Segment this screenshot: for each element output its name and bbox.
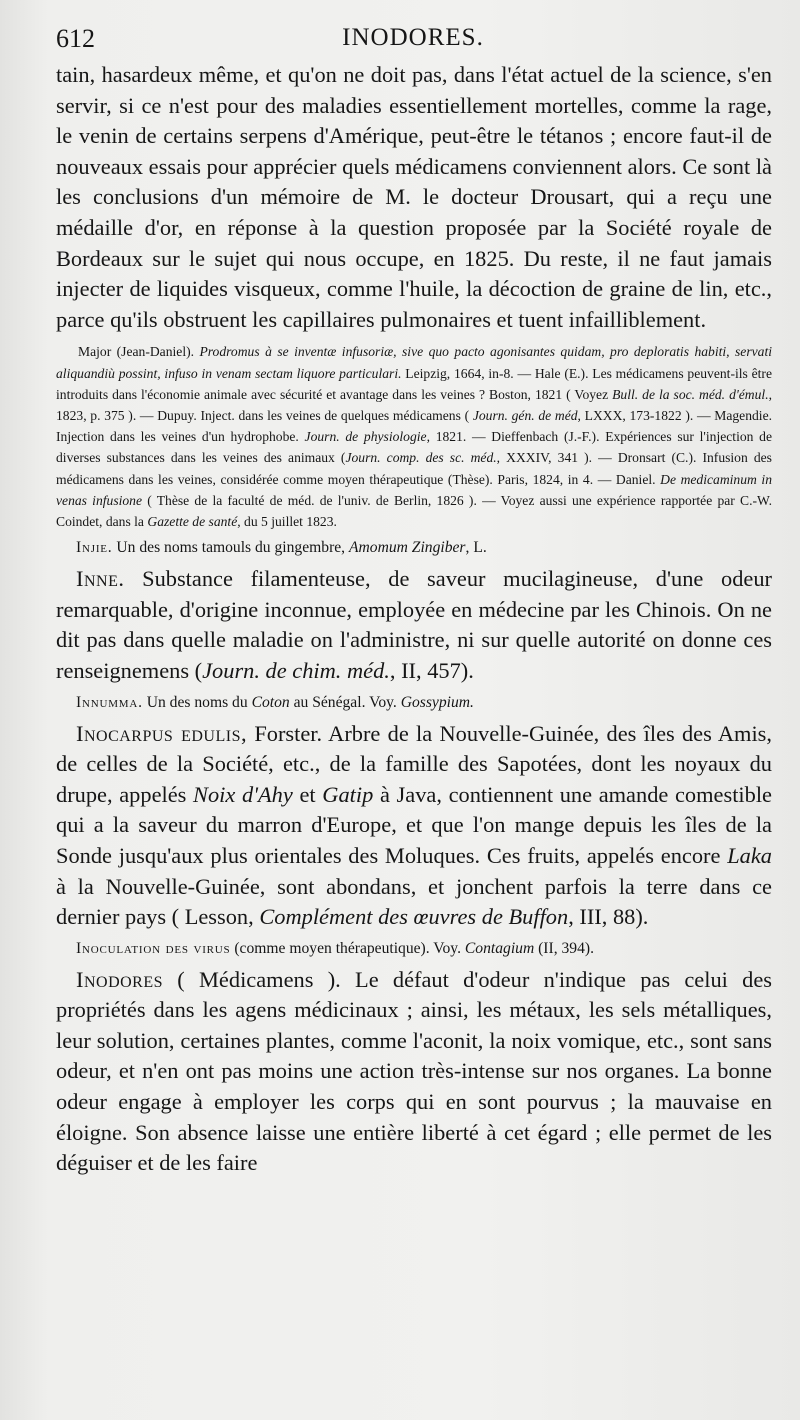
ref-title-4: Journ. de physiologie xyxy=(304,429,427,445)
entry-headword-inne: Inne. xyxy=(76,566,125,592)
ref-text-7: ( Thèse de la faculté de méd. de l'univ. de Berlin, 1826 ). — Voyez aussi une expérience rapportée par C.-W. Coindet, dans la xyxy=(56,492,772,529)
continuation-paragraph: tain, hasardeux même, et qu'on ne doit pas, dans l'état actuel de la science, s'en servir, si ce n'est pour des maladies essentiellement mortelles, comme la rage, le venin de certains serpens d'Amérique, peut-être le tétanos ; encore faut-il de nouveaux essais pour apprécier quels médicamens conviennent alors. Ce sont là les conclusions d'un mémoire de M. le docteur Drousart, qui a reçu une médaille d'or, en réponse à la question proposée par la Société royale de Bordeaux sur le sujet qui nous occupe, en 1825. Du reste, il ne faut jamais injecter de liquides visqueux, comme l'huile, la décoction de graine de lin, etc., parce qu'ils obstruent les capillaires pulmonaires et tuent infailliblement. xyxy=(56,62,772,332)
page-number: 612 xyxy=(56,24,95,53)
entry-inocarpus xyxy=(56,719,772,933)
entry-italic: Complément des œuvres de Buffon xyxy=(259,904,569,930)
entry-tail: (II, 394). xyxy=(534,939,594,957)
entry-tail: , III, 88). xyxy=(568,904,649,930)
ref-text-8: , du 5 juillet 1823. xyxy=(237,513,337,529)
ref-title-7: Gazette de santé xyxy=(147,513,238,529)
entry-italic: Journ. de chim. méd. xyxy=(202,657,390,683)
entry-text: ( Médicamens ). Le défaut d'odeur n'indique pas celui des propriétés dans les agens médicinaux ; ainsi, les métaux, les sels métalliques, leur solution, certaines plantes, comme l'aconit, la noix vomique, etc., sont sans odeur, et n'en ont pas moins une action très-intense sur nos organes. La bonne odeur engage à employer les corps qui en sont pourvus ; la mauvaise en éloigne. Son absence laisse une entière liberté à cet égard ; elle permet de les déguiser et de les faire xyxy=(56,966,772,1176)
entry-italic: Coton xyxy=(251,693,290,711)
entry-italic: Amomum Zingiber xyxy=(348,539,466,557)
running-title: INODORES. xyxy=(342,24,484,51)
entry-innumma xyxy=(56,691,772,715)
entry-italic: Contagium xyxy=(464,939,535,957)
entry-italic: Laka xyxy=(727,842,772,868)
entry-headword-inoculation: Inoculation des virus xyxy=(76,939,231,957)
ref-text-6: , XXXIV, 341 ). — Dronsart (C.). Infusion des médicamens dans les veines, considérée comme moyen thérapeutique (Thèse). Paris, 1824, in 4. — Daniel. xyxy=(56,450,772,487)
entry-tail: , L. xyxy=(465,539,487,557)
ref-title-2: Bull. de la soc. méd. d'émul. xyxy=(612,386,769,402)
page-body xyxy=(56,60,772,1183)
entry-headword-inocarpus: Inocarpus edulis, xyxy=(76,720,248,746)
entry-headword-inodores: Inodores xyxy=(76,966,164,992)
page-header xyxy=(56,22,770,58)
bibliography-block xyxy=(56,341,772,532)
entry-inoculation xyxy=(56,937,772,961)
entry-text: et xyxy=(292,781,323,807)
entry-text: (comme moyen thérapeutique). Voy. xyxy=(230,939,465,957)
ref-title-1: Prodromus à se inventæ infusoriæ, sive quo pacto agonisantes quidam, pro deploratis habiti, servati aliquandiù possint, infuso in venam sectam liquore particulari. xyxy=(56,344,772,381)
entry-headword-innumma: Innumma. xyxy=(76,693,143,711)
entry-text: Substance filamenteuse, de saveur mucilagineuse, d'une odeur remarquable, d'origine inconnue, employée en médecine par les Chinois. On ne dit pas dans quelle maladie on l'administre, ni sur quelle autorité on donne ces renseignemens ( xyxy=(56,566,772,683)
entry-tail: , II, 457). xyxy=(389,657,474,683)
ref-text-2: Leipzig, 1664, in-8. — Hale (E.). Les médicamens peuvent-ils être introduits dans l'économie animale avec sécurité et avantage dans les veines ? Boston, 1821 ( Voyez xyxy=(56,365,772,402)
ref-text-5: , 1821. — Dieffenbach (J.-F.). Expériences sur l'injection de diverses substances dans les veines des animaux ( xyxy=(56,429,772,466)
entry-text: Un des noms tamouls du gingembre, xyxy=(112,539,349,557)
entry-inne xyxy=(56,564,772,686)
entry-italic: Gossypium. xyxy=(400,693,474,711)
ref-title-3: Journ. gén. de méd xyxy=(472,407,578,423)
entry-injie xyxy=(56,536,772,560)
ref-text-4: , LXXX, 173-1822 ). — Magendie. Injection dans les veines d'un hydrophobe. xyxy=(56,407,773,445)
entry-text: à Java, contiennent une amande comestible qui a la saveur du marron d'Europe, et que l'on mange depuis les îles de la Sonde jusqu'aux plus orientales des Moluques. Ces fruits, appelés encore xyxy=(56,781,772,868)
entry-text: Un des noms du xyxy=(142,693,252,711)
entry-text: Forster. Arbre de la Nouvelle-Guinée, des îles des Amis, de celles de la Société, etc., de la famille des Sapotées, dont les noyaux du drupe, appelés xyxy=(56,720,772,807)
ref-text-1: Major (Jean-Daniel). xyxy=(78,344,200,360)
ref-title-5: Journ. comp. des sc. méd. xyxy=(345,450,497,466)
entry-italic: Gatip xyxy=(322,781,374,807)
entry-italic: Noix d'Ahy xyxy=(193,781,293,807)
ref-title-6: De medicaminum in venas infusione xyxy=(56,471,773,508)
ref-text-3: , 1823, p. 375 ). — Dupuy. Inject. dans les veines de quelques médicamens ( xyxy=(56,386,773,423)
entry-headword-injie: Injie. xyxy=(76,539,113,557)
entry-text: à la Nouvelle-Guinée, sont abondans, et jonchent parfois la terre dans ce dernier pays ( Lesson, xyxy=(56,873,772,930)
entry-text: au Sénégal. Voy. xyxy=(289,693,401,711)
entry-inodores xyxy=(56,965,772,1179)
